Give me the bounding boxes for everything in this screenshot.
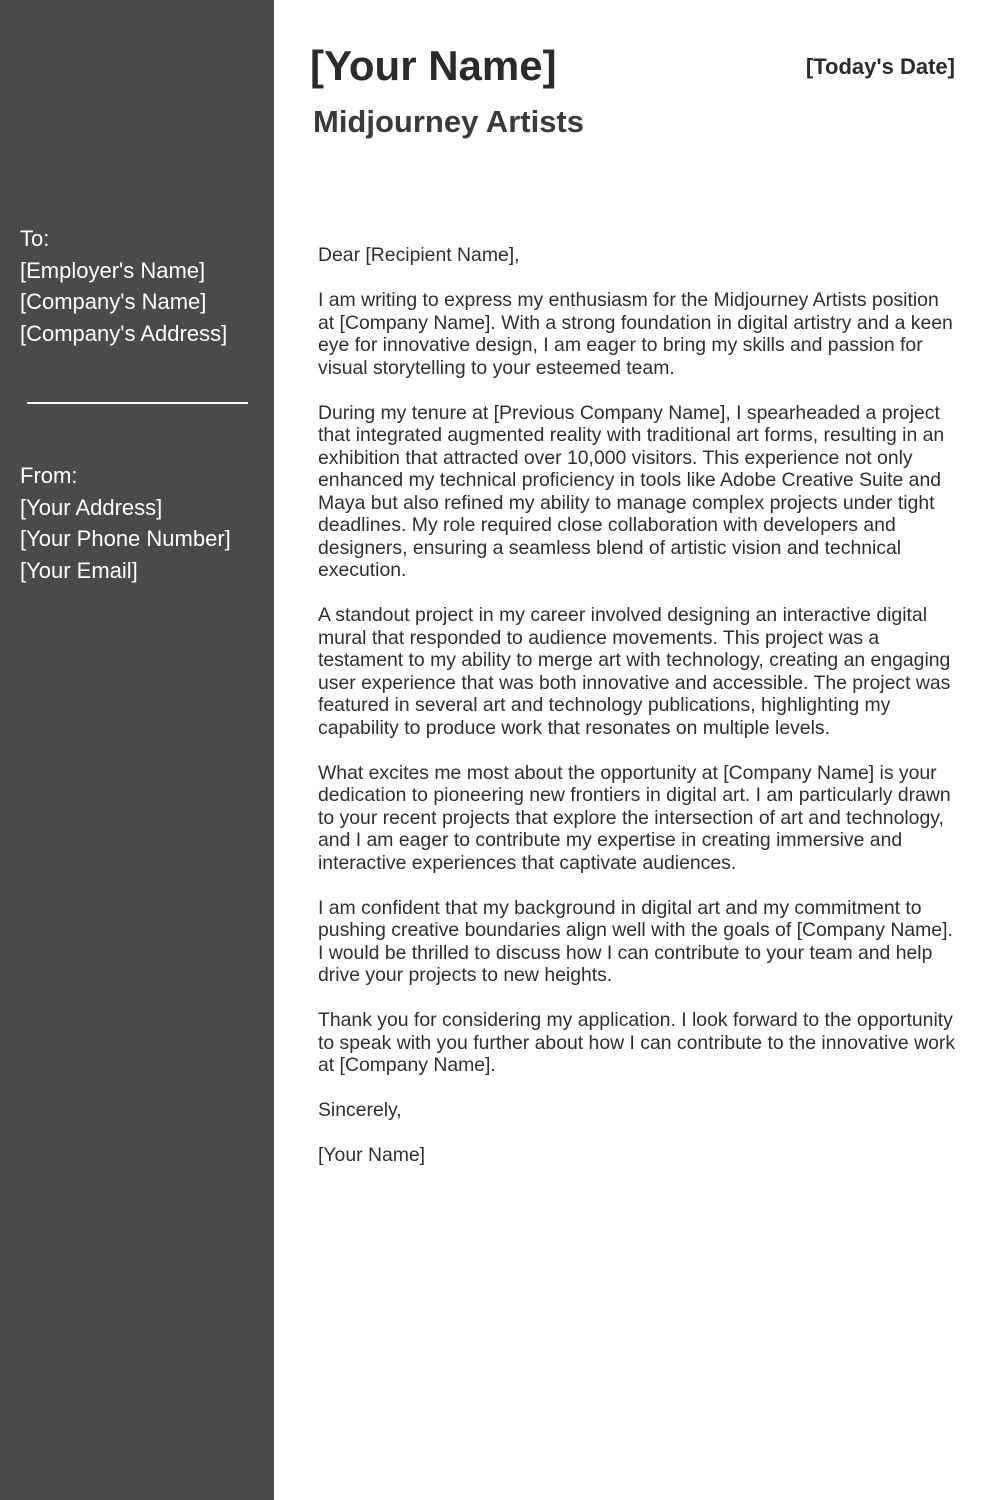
letter-paragraph: A standout project in my career involved designing an interactive digital mural that responded to audience movements. This project was a testament to my ability to merge art with technology, creating an engaging user experience that was both innovative and accessible. The project was featured in several art and technology publications, highlighting my capability to produce work that resonates on multiple levels. bbox=[318, 604, 951, 739]
letter-date: [Today's Date] bbox=[805, 54, 955, 79]
company-address: [Company's Address] bbox=[20, 320, 228, 346]
company-name: [Company's Name] bbox=[20, 289, 207, 314]
sender-name-heading: [Your Name] bbox=[310, 42, 557, 89]
sender-phone: [Your Phone Number] bbox=[20, 526, 231, 551]
to-label: To: bbox=[20, 226, 50, 251]
sender-block bbox=[20, 460, 231, 586]
letter-paragraph: I am confident that my background in digital art and my commitment to pushing creative boundaries align well with the goals of [Company Name]. I would be thrilled to discuss how I can contribute to your team and help drive your projects to new heights. bbox=[318, 896, 953, 986]
employer-name: [Employer's Name] bbox=[20, 257, 206, 283]
signature: [Your Name] bbox=[318, 1144, 426, 1166]
letter-paragraph: What excites me most about the opportunity at [Company Name] is your dedication to pioneering new frontiers in digital art. I am particularly drawn to your recent projects that explore the intersection of art and technology, and I am eager to contribute my expertise in creating immersive and interactive experiences that captivate audiences. bbox=[318, 761, 951, 874]
from-label: From: bbox=[20, 463, 78, 488]
sender-address: [Your Address] bbox=[20, 494, 163, 520]
job-title: Midjourney Artists bbox=[313, 104, 584, 139]
recipient-block bbox=[20, 223, 227, 349]
letter-body bbox=[318, 244, 958, 1189]
closing: Sincerely, bbox=[318, 1099, 402, 1121]
sidebar-divider bbox=[27, 402, 248, 404]
letter-paragraph: During my tenure at [Previous Company Name], I spearheaded a project that integrated augmented reality with traditional art forms, resulting in an exhibition that attracted over 10,000 visitors. This experience not only enhanced my technical proficiency in tools like Adobe Creative Suite and Maya but also refined my ability to manage complex projects under tight deadlines. My role required close collaboration with developers and designers, ensuring a seamless blend of artistic vision and technical execution. bbox=[318, 401, 945, 581]
sender-email: [Your Email] bbox=[20, 557, 138, 583]
salutation: Dear [Recipient Name], bbox=[318, 244, 520, 266]
letter-paragraph: Thank you for considering my application. I look forward to the opportunity to speak with you further about how I can contribute to the innovative work at [Company Name]. bbox=[318, 1009, 956, 1076]
sidebar bbox=[0, 0, 274, 1500]
letter-paragraph: I am writing to express my enthusiasm for the Midjourney Artists position at [Company Name]. With a strong foundation in digital artistry and a keen eye for innovative design, I am eager to bring my skills and passion for visual storytelling to your esteemed team. bbox=[318, 289, 953, 379]
